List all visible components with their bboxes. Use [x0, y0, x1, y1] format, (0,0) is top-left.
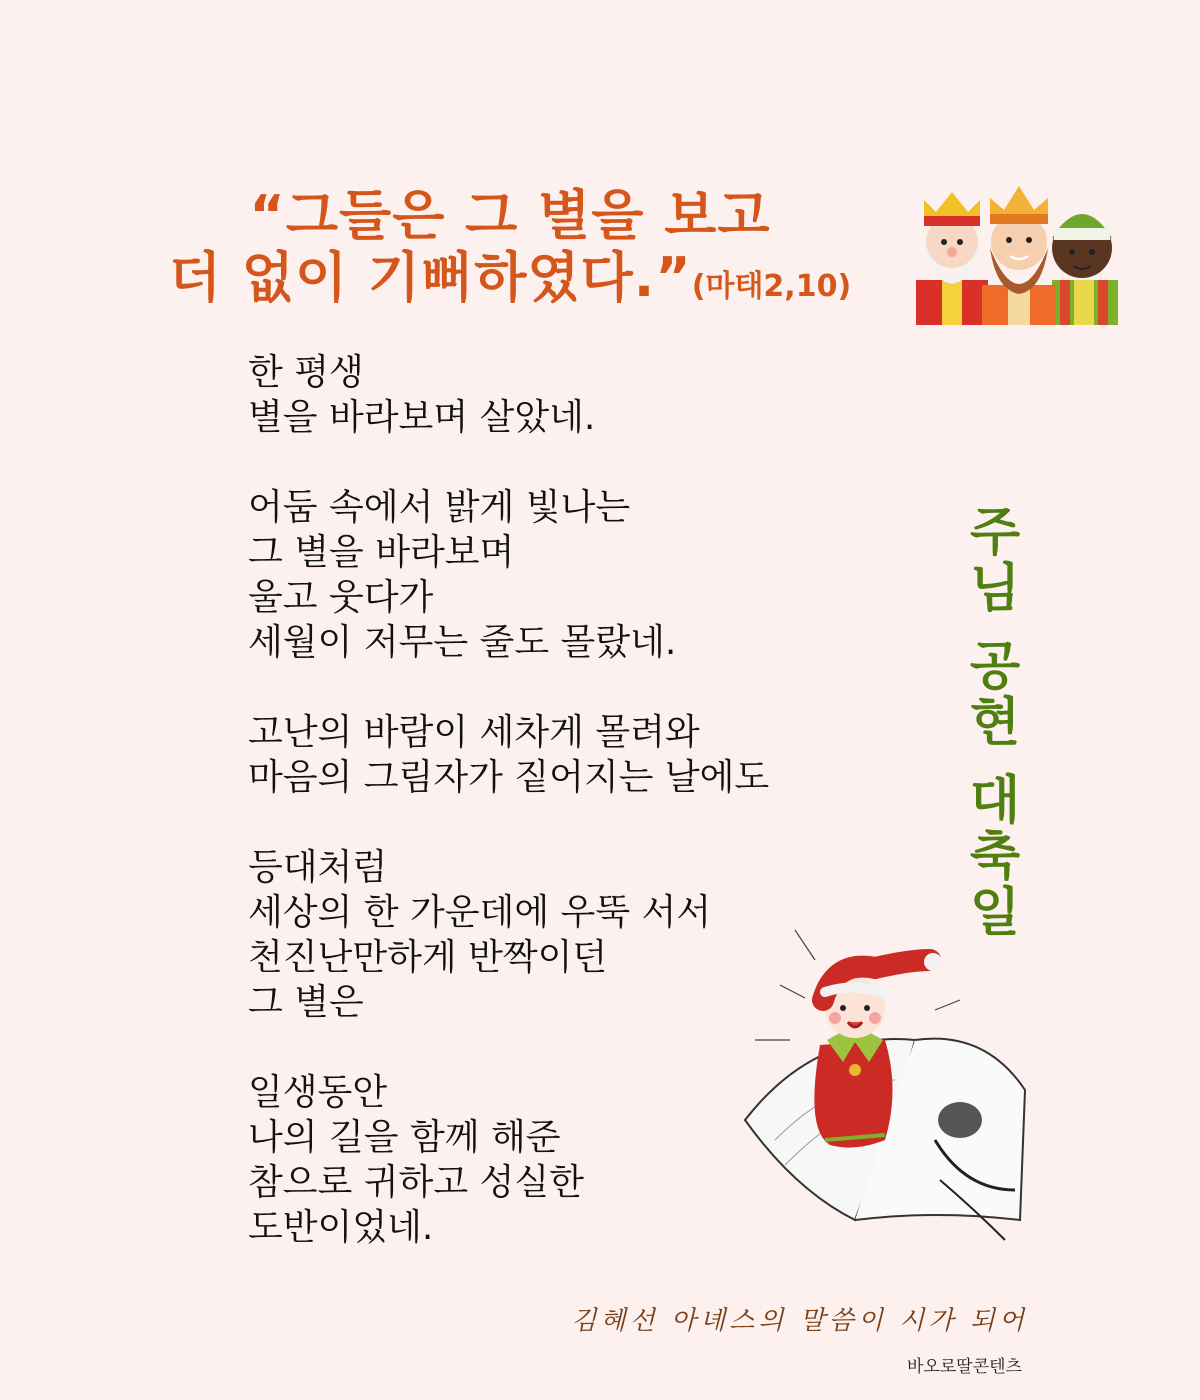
three-kings-illustration [914, 180, 1124, 325]
poem-line: 어둠 속에서 밝게 빛나는 [248, 487, 631, 528]
poem-line: 세월이 저무는 줄도 몰랐네. [248, 622, 677, 663]
bible-quote-title [130, 185, 890, 318]
publisher-brand: 바오로딸콘텐츠 [907, 1357, 1022, 1377]
feast-char: 현 [969, 693, 1021, 753]
quote-line-2-text: 더 없이 기뻐하였다.” [168, 246, 692, 309]
poem-line: 천진난만하게 반짝이던 [248, 937, 608, 978]
poem-line: 일생동안 [248, 1072, 388, 1113]
feast-title-vertical [955, 505, 1035, 941]
scripture-reference: (마태2,10) [691, 269, 852, 304]
poem-line: 세상의 한 가운데에 우뚝 서서 [248, 892, 712, 933]
feast-char: 님 [969, 559, 1021, 619]
poem-line: 고난의 바람이 세차게 몰려와 [248, 712, 700, 753]
poem-line: 그 별은 [248, 982, 364, 1023]
poem-line: 마음의 그림자가 짙어지는 날에도 [248, 757, 770, 798]
poem-line: 참으로 귀하고 성실한 [248, 1162, 584, 1203]
quote-line-1: “그들은 그 별을 보고 [249, 184, 771, 247]
feast-char: 주 [969, 503, 1021, 563]
poem-line: 울고 웃다가 [248, 577, 434, 618]
poem-line: 그 별을 바라보며 [248, 532, 515, 573]
author-signature: 김혜선 아녜스의 말씀이 시가 되어 [571, 1306, 1028, 1336]
poem-line: 한 평생 [248, 352, 364, 393]
king-middle-icon [982, 186, 1056, 325]
poem-line: 등대처럼 [248, 847, 388, 888]
poem-line: 별을 바라보며 살았네. [248, 397, 596, 438]
poem-line: 나의 길을 함께 해준 [248, 1117, 561, 1158]
poem-stanza-1 [248, 350, 888, 440]
angel-book-illustration [735, 890, 1035, 1260]
feast-char: 축 [969, 827, 1021, 887]
king-left-icon [916, 192, 988, 325]
feast-char: 공 [969, 637, 1021, 697]
poem-stanza-3 [248, 710, 888, 800]
poem-stanza-2 [248, 485, 888, 665]
feast-spacer [955, 617, 1035, 639]
poem-line: 도반이었네. [248, 1207, 434, 1248]
feast-char: 일 [969, 883, 1021, 943]
king-right-icon [1052, 214, 1118, 325]
quote-line-2 [130, 247, 890, 318]
feast-spacer [955, 751, 1035, 773]
feast-char: 대 [969, 771, 1021, 831]
